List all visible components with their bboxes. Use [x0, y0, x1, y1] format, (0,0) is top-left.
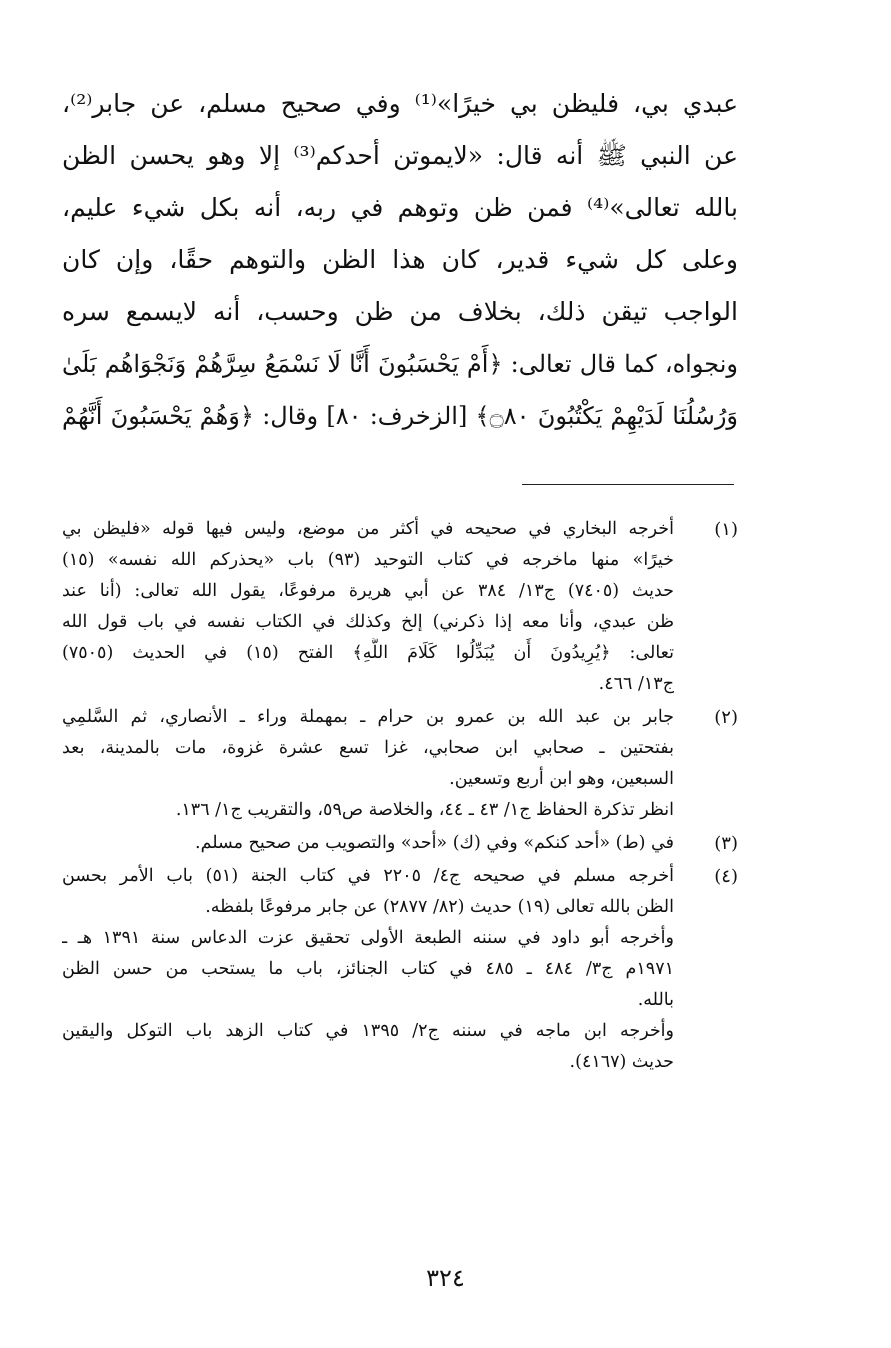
footnote-number: (٤)	[714, 866, 738, 887]
page-number: ٣٢٤	[426, 1264, 465, 1292]
footnote-line: في (ط) «أحد كنكم» وفي (ك) «أحد» والتصويب من صحيح مسلم.	[195, 833, 674, 853]
footnote-number: (٢)	[714, 707, 738, 728]
footnote-line: ١٩٧١م ج٣/ ٤٨٤ ـ ٤٨٥ في كتاب الجنائز، باب ما يستحب من حسن الظن	[62, 959, 674, 979]
footnote-line: بالله.	[637, 990, 674, 1010]
footnote-line: حديث (٤١٦٧).	[569, 1052, 674, 1072]
main-text-line: بالله تعالى»⁽⁴⁾ فمن ظن وتوهم في ربه، أنه بكل شيء عليم،	[62, 193, 738, 222]
footnote-2	[62, 702, 738, 826]
footnote-line: السبعين، وهو ابن أربع وتسعين.	[449, 769, 674, 789]
main-text-line: وَرُسُلُنَا لَدَيْهِمْ يَكْتُبُونَ ۝٨٠﴾ [الزخرف: ٨٠] وقال: ﴿وَهُمْ يَحْسَبُونَ أَنَّهُمْ	[62, 402, 738, 430]
footnote-line: وأخرجه ابن ماجه في سننه ج٢/ ١٣٩٥ في كتاب الزهد باب التوكل واليقين	[62, 1021, 674, 1041]
main-text-line: ونجواه، كما قال تعالى: ﴿أَمْ يَحْسَبُونَ أَنَّا لَا نَسْمَعُ سِرَّهُمْ وَنَجْوَاهُم بَلَىٰ	[62, 350, 738, 378]
footnote-number: (١)	[714, 519, 738, 540]
footnote-line: ج١٣/ ٤٦٦.	[598, 674, 674, 694]
footnote-line: خيرًا» منها ماخرجه في كتاب التوحيد (٩٣) باب «يحذركم الله نفسه» (١٥)	[62, 550, 674, 570]
footnote-line: تعالى: ﴿يُرِيدُونَ أَن يُبَدِّلُوا كَلَامَ اللَّهِ﴾ الفتح (١٥) في الحديث (٧٥٠٥)	[62, 643, 674, 663]
main-text-line: الواجب تيقن ذلك، بخلاف من ظن وحسب، أنه لايسمع سره	[62, 297, 738, 326]
main-text-line: وعلى كل شيء قدير، كان هذا الظن والتوهم حقًا، وإن كان	[62, 245, 738, 274]
main-text	[62, 78, 738, 442]
footnote-line: بفتحتين ـ صحابي ابن صحابي، غزا تسع عشرة غزوة، مات بالمدينة، بعد	[62, 738, 674, 758]
footnote-line: ظن عبدي، وأنا معه إذا ذكرني) إلخ وكذلك في الكتاب نفسه في باب قول الله	[62, 612, 674, 632]
footnote-number: (٣)	[714, 833, 738, 854]
footnote-line: حديث (٧٤٠٥) ج١٣/ ٣٨٤ عن أبي هريرة مرفوعًا، يقول الله تعالى: (أنا عند	[62, 581, 674, 601]
main-text-line: عبدي بي، فليظن بي خيرًا»⁽¹⁾ وفي صحيح مسلم، عن جابر⁽²⁾،	[62, 89, 738, 118]
footnote-line: الظن بالله تعالى (١٩) حديث (٨٢/ ٢٨٧٧) عن جابر مرفوعًا بلفظه.	[205, 897, 674, 917]
footnote-4	[62, 861, 738, 1078]
main-text-line: عن النبي ﷺ أنه قال: «لايموتن أحدكم⁽³⁾ إلا وهو يحسن الظن	[62, 141, 738, 170]
footnote-line: وأخرجه أبو داود في سننه الطبعة الأولى تحقيق عزت الدعاس سنة ١٣٩١ هـ ـ	[62, 928, 674, 948]
footnote-line: أخرجه مسلم في صحيحه ج٤/ ٢٢٠٥ في كتاب الجنة (٥١) باب الأمر بحسن	[62, 866, 674, 886]
footnotes	[62, 514, 738, 1080]
footnote-3	[62, 828, 738, 859]
footnote-line: أخرجه البخاري في صحيحه في أكثر من موضع، وليس فيها قوله «فليظن بي	[62, 519, 674, 539]
footnote-separator	[522, 484, 734, 485]
footnote-line: انظر تذكرة الحفاظ ج١/ ٤٣ ـ ٤٤، والخلاصة ص٥٩، والتقريب ج١/ ١٣٦.	[175, 800, 674, 820]
footnote-line: جابر بن عبد الله بن عمرو بن حرام ـ بمهملة وراء ـ الأنصاري، ثم السَّلمِي	[62, 707, 674, 727]
footnote-1	[62, 514, 738, 700]
